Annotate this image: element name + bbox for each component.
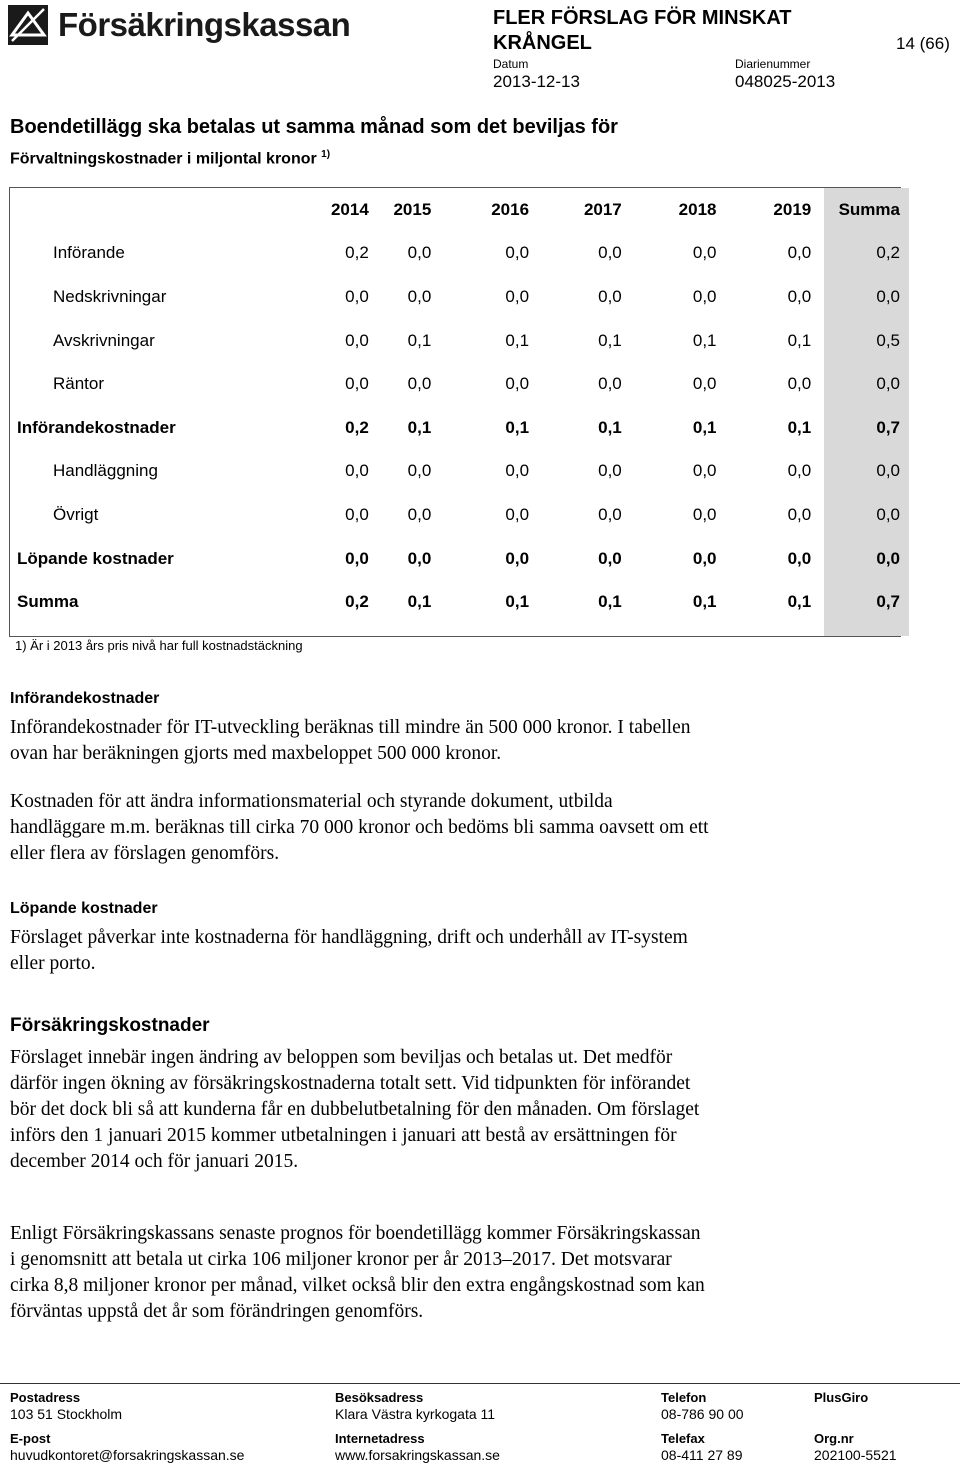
table-row — [10, 275, 900, 319]
table-cell: 0,1 — [505, 417, 530, 437]
heading-lopande-kostnader: Löpande kostnader — [10, 900, 158, 917]
table-cell: 0,0 — [787, 286, 812, 306]
table-cell: 0,0 — [407, 286, 432, 306]
paragraph: Införandekostnader för IT-utveckling beräknas till mindre än 500 000 kronor. I tabellen ovan har beräkningen gjorts med maxbeloppet 500 000 kronor. — [10, 717, 691, 764]
page-number: 14 (66) — [896, 34, 950, 53]
table-cell: 0,2 — [345, 592, 369, 612]
document-title: FLER FÖRSLAG FÖR MINSKAT KRÅNGEL — [493, 7, 792, 54]
footer-divider — [0, 1383, 960, 1384]
table-cell: 0,0 — [692, 461, 717, 481]
table-cell: 0,0 — [787, 374, 812, 394]
row-label: Nedskrivningar — [53, 286, 167, 306]
table-row — [10, 450, 900, 494]
registration-value: 048025-2013 — [735, 72, 836, 91]
table-row — [10, 537, 900, 581]
table-cell: 0,1 — [407, 417, 432, 437]
table-cell: 0,0 — [505, 286, 530, 306]
paragraph: Förslaget påverkar inte kostnaderna för handläggning, drift och underhåll av IT-system eller porto. — [10, 927, 688, 974]
table-cell: 0,1 — [598, 417, 622, 437]
table-cell: 0,0 — [345, 286, 369, 306]
footer-telefon-label: Telefon — [661, 1390, 707, 1405]
table-row — [10, 362, 900, 406]
table-cell: 0,1 — [505, 592, 530, 612]
col-header: 2015 — [393, 199, 432, 219]
table-cell: 0,0 — [345, 548, 369, 568]
table-cell: 0,0 — [598, 548, 622, 568]
table-cell: 0,0 — [787, 504, 812, 524]
table-cell: 0,0 — [692, 374, 717, 394]
footer-orgnr-label: Org.nr — [814, 1431, 854, 1446]
table-cell: 0,0 — [407, 504, 432, 524]
table-cell: 0,1 — [787, 592, 812, 612]
table-row — [10, 319, 900, 363]
col-header: 2019 — [773, 199, 812, 219]
table-cell: 0,1 — [598, 592, 622, 612]
table-cell: 0,1 — [787, 417, 812, 437]
table-cell: 0,1 — [407, 330, 432, 350]
cost-table — [9, 187, 901, 637]
table-cell: 0,0 — [407, 243, 432, 263]
table-row — [10, 493, 900, 537]
table-cell: 0,0 — [692, 504, 717, 524]
table-cell: 0,0 — [787, 548, 812, 568]
col-header: 2016 — [491, 199, 530, 219]
heading-inforandekostnader: Införandekostnader — [10, 690, 160, 707]
footer-postadress-label: Postadress — [10, 1390, 81, 1405]
footer-epost-link[interactable]: huvudkontoret@forsakringskassan.se — [10, 1447, 245, 1463]
table-cell: 0,0 — [505, 548, 530, 568]
table-cell: 0,0 — [787, 461, 812, 481]
footer-epost-label: E-post — [10, 1431, 51, 1446]
registration-label: Diarienummer — [735, 57, 811, 71]
table-cell: 0,1 — [505, 330, 530, 350]
table-caption-text: Förvaltningskostnader i miljontal kronor — [10, 150, 317, 168]
col-header: 2014 — [330, 199, 369, 219]
table-cell: 0,0 — [787, 243, 812, 263]
org-logo-text: Försäkringskassan — [58, 6, 351, 43]
table-cell: 0,1 — [598, 330, 622, 350]
col-header: 2017 — [583, 199, 622, 219]
row-label: Handläggning — [53, 461, 158, 481]
col-header: 2018 — [678, 199, 717, 219]
footer-telefon: 08-786 90 00 — [661, 1406, 744, 1422]
table-caption — [10, 149, 330, 168]
heading-forsakringskostnader: Försäkringskostnader — [10, 1015, 210, 1036]
table-caption-ref: 1) — [321, 149, 331, 160]
table-cell: 0,0 — [692, 548, 717, 568]
table-cell: 0,0 — [598, 461, 622, 481]
table-cell: 0,1 — [787, 330, 812, 350]
date-value: 2013-12-13 — [493, 72, 580, 91]
table-cell: 0,0 — [598, 504, 622, 524]
table-cell: 0,0 — [407, 461, 432, 481]
table-row — [10, 232, 900, 276]
row-label: Räntor — [53, 374, 105, 394]
table-cell: 0,1 — [407, 592, 432, 612]
table-cell: 0,0 — [876, 548, 900, 568]
table-header-row — [10, 188, 900, 232]
row-label: Införandekostnader — [17, 417, 176, 437]
table-cell: 0,0 — [876, 461, 900, 481]
table-cell: 0,0 — [345, 461, 369, 481]
logo-mark — [8, 5, 48, 45]
table-cell: 0,0 — [407, 374, 432, 394]
footer-orgnr: 202100-5521 — [814, 1447, 897, 1463]
row-label: Löpande kostnader — [17, 548, 174, 568]
table-cell: 0,0 — [505, 374, 530, 394]
footer-besok: Klara Västra kyrkogata 11 — [335, 1406, 496, 1422]
table-cell: 0,0 — [505, 243, 530, 263]
section-heading: Boendetillägg ska betalas ut samma månad som det beviljas för — [10, 116, 618, 138]
footer-telefax: 08-411 27 89 — [661, 1447, 743, 1463]
table-cell: 0,0 — [692, 243, 717, 263]
row-label: Införande — [53, 243, 125, 263]
footer-telefax-label: Telefax — [661, 1431, 705, 1446]
table-cell: 0,0 — [345, 330, 369, 350]
footer-internet-label: Internetadress — [335, 1431, 425, 1446]
table-cell: 0,5 — [876, 330, 900, 350]
table-cell: 0,2 — [876, 243, 900, 263]
table-cell: 0,1 — [692, 330, 717, 350]
table-cell: 0,0 — [505, 504, 530, 524]
paragraph: Kostnaden för att ändra informationsmaterial och styrande dokument, utbilda handläggare m.m. beräknas till cirka 70 000 kronor och bedöms bli samma oavsett om ett eller flera av förslagen genomförs. — [10, 791, 709, 864]
footer-postadress: 103 51 Stockholm — [10, 1406, 123, 1422]
row-label: Övrigt — [53, 504, 99, 524]
date-label: Datum — [493, 57, 529, 71]
table-cell: 0,0 — [876, 504, 900, 524]
table-cell: 0,0 — [876, 286, 900, 306]
table-cell: 0,1 — [692, 592, 717, 612]
table-cell: 0,0 — [598, 243, 622, 263]
table-row — [10, 406, 900, 450]
table-cell: 0,1 — [692, 417, 717, 437]
footer-internet-link[interactable]: www.forsakringskassan.se — [335, 1447, 500, 1463]
table-cell: 0,0 — [345, 504, 369, 524]
table-row — [10, 580, 900, 624]
table-footnote: 1) Är i 2013 års pris nivå har full kostnadstäckning — [15, 638, 303, 653]
footer-plusgiro-label: PlusGiro — [814, 1390, 869, 1405]
table-cell: 0,0 — [598, 374, 622, 394]
paragraph: Enligt Försäkringskassans senaste prognos för boendetillägg kommer Försäkringskassan i genomsnitt att betala ut cirka 106 miljoner kronor per år 2013–2017. Det motsvarar cirka 8,8 miljoner kronor per månad, vilket också blir den extra engångskostnad som kan förväntas uppstå det år som förändringen genomförs. — [10, 1223, 705, 1322]
table-cell: 0,7 — [876, 592, 900, 612]
footer-besok-label: Besöksadress — [335, 1390, 424, 1405]
row-label: Summa — [17, 592, 79, 612]
col-header: Summa — [838, 199, 900, 219]
table-cell: 0,0 — [407, 548, 432, 568]
table-cell: 0,2 — [345, 243, 369, 263]
table-cell: 0,2 — [345, 417, 369, 437]
table-cell: 0,0 — [876, 374, 900, 394]
table-cell: 0,0 — [598, 286, 622, 306]
table-cell: 0,0 — [505, 461, 530, 481]
paragraph: Förslaget innebär ingen ändring av beloppen som beviljas och betalas ut. Det medför därför ingen ökning av försäkringskostnaderna totalt sett. Vid tidpunkten för införandet bör det dock bli så att kunderna får en dubbelutbetalning för den månaden. Om förslaget införs den 1 januari 2015 kommer utbetalningen i januari att bestå av ersättningen för december 2014 och för januari 2015. — [10, 1047, 700, 1172]
table-cell: 0,0 — [345, 374, 369, 394]
table-cell: 0,0 — [692, 286, 717, 306]
table-cell: 0,7 — [876, 417, 900, 437]
row-label: Avskrivningar — [53, 330, 155, 350]
